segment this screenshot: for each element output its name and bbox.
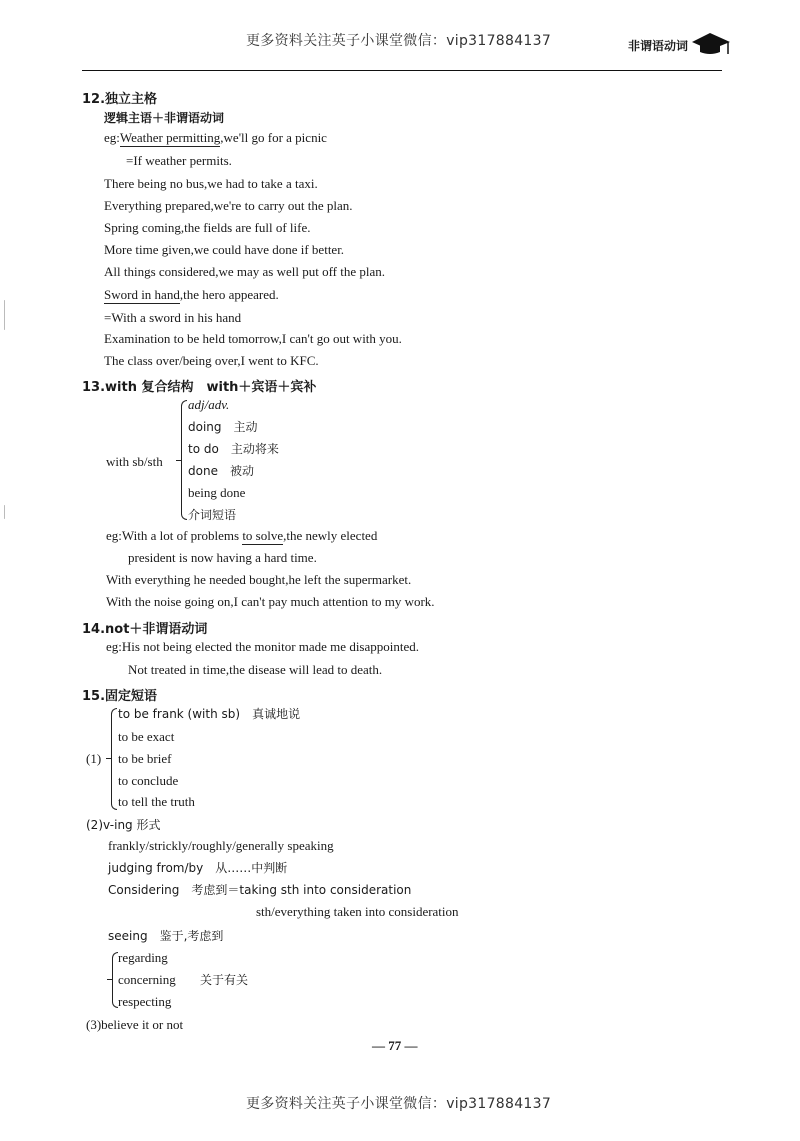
section-13-eg-cont: president is now having a hard time. [128,550,317,565]
footer-watermark: 更多资料关注英子小课堂微信：vip317884137 [246,1096,552,1112]
p2-line-4: seeing 鉴于,考虑到 [108,929,224,943]
with-option-5: 介词短语 [188,508,237,522]
s13-eg-underlined: to solve [242,528,284,543]
with-option-1: doing 主动 [188,420,258,434]
part-1-brace-tip [106,758,111,759]
graduation-cap-icon [690,30,732,61]
section-13-example [106,528,377,544]
s12-line2-1: The class over/being over,I went to KFC. [104,353,319,368]
p2-brace-item-1: concerning [118,972,176,987]
header-watermark: 更多资料关注英子小课堂微信：vip317884137 [246,33,552,49]
s12-sword-line [104,287,279,303]
p1-item-4: to tell the truth [118,794,195,809]
s13-eg-rest: ,the newly elected [283,528,378,543]
section-12-eq2: =With a sword in his hand [104,310,242,325]
section-title: 非谓语动词 [628,39,689,53]
section-12-eq1: =If weather permits. [126,153,232,168]
section-12-example [104,130,327,146]
scan-mark [4,300,5,330]
s13-eg-prefix: eg:With a lot of problems [106,528,243,543]
s12-line-4: All things considered,we may as well put off the plan. [104,264,386,279]
s12-line-1: Everything prepared,we're to carry out the plan. [104,198,353,213]
sword-underlined: Sword in hand [104,287,180,302]
p1-item-2: to be brief [118,751,172,766]
p1-item-3: to conclude [118,773,179,788]
with-option-2: to do 主动将来 [188,442,279,456]
p2-line-1: judging from/by 从……中判断 [108,861,288,875]
section-15-title: 15.固定短语 [82,689,158,704]
eg-rest: ,we'll go for a picnic [220,130,327,145]
sword-rest: ,the hero appeared. [179,287,279,302]
scan-mark [4,505,5,519]
with-option-0: adj/adv. [188,397,230,412]
with-option-3: done 被动 [188,464,254,478]
section-14-eg: eg:His not being elected the monitor made me disappointed. [106,639,420,654]
part-3: (3)believe it or not [86,1017,184,1032]
s13-line-0: With everything he needed bought,he left the supermarket. [106,572,412,587]
with-brace-tip [176,460,181,461]
part-2-brace-tip [107,979,112,980]
p2-brace-item-0: regarding [118,950,168,965]
page-number: — 77 — [372,1038,418,1053]
with-option-4: being done [188,485,246,500]
section-14-line2: Not treated in time,the disease will lead to death. [128,662,383,677]
with-brace [181,400,187,520]
header-rule [82,70,722,71]
part-2-label: (2)v-ing 形式 [86,818,161,832]
p2-brace-item-2: respecting [118,994,172,1009]
s12-line-2: Spring coming,the fields are full of life. [104,220,311,235]
with-stem: with sb/sth [106,454,163,469]
section-12-title: 12.独立主格 [82,92,158,107]
p2-brace-note: 关于有关 [200,973,249,987]
section-13-title: 13.with 复合结构 with＋宾语＋宾补 [82,380,317,395]
eg-underlined: Weather permitting [119,130,221,145]
part-1-brace [111,708,117,810]
section-12-subtitle: 逻辑主语＋非谓语动词 [104,111,225,125]
s12-line2-0: Examination to be held tomorrow,I can't go out with you. [104,331,402,346]
p1-item-0: to be frank (with sb) 真诚地说 [118,707,301,721]
part-1-label: (1) [86,751,102,766]
p2-line-0: frankly/strickly/roughly/generally speaking [108,838,334,853]
p2-line-3: sth/everything taken into consideration [256,904,459,919]
s13-line-1: With the noise going on,I can't pay much attention to my work. [106,594,435,609]
p2-line-2: Considering 考虑到＝taking sth into consideration [108,883,412,897]
s12-line-0: There being no bus,we had to take a taxi. [104,176,318,191]
eg-prefix: eg: [104,130,120,145]
s12-line-3: More time given,we could have done if better. [104,242,345,257]
section-14-title: 14.not＋非谓语动词 [82,622,208,637]
p1-item-1: to be exact [118,729,175,744]
